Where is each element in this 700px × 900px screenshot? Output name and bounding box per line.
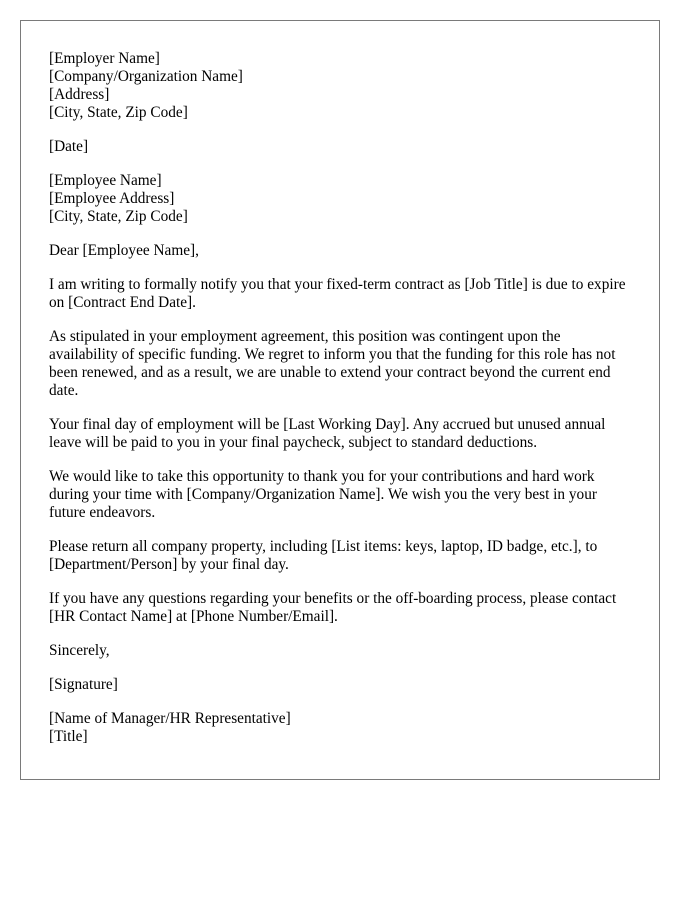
sender-address: [Address] bbox=[49, 86, 110, 103]
employee-address: [Employee Address] bbox=[49, 190, 175, 207]
salutation: Dear [Employee Name], bbox=[49, 242, 199, 259]
recipient-city-state-zip: [City, State, Zip Code] bbox=[49, 208, 188, 225]
closing: Sincerely, bbox=[49, 642, 110, 659]
signature: [Signature] bbox=[49, 676, 118, 693]
employer-name: [Employer Name] bbox=[49, 50, 160, 67]
sender-city-state-zip: [City, State, Zip Code] bbox=[49, 104, 188, 121]
body-paragraph-1: I am writing to formally notify you that your fixed-term contract as [Job Title] is due to expire on [Contract End Date]. bbox=[49, 276, 626, 311]
signatory-title: [Title] bbox=[49, 728, 88, 745]
employee-name: [Employee Name] bbox=[49, 172, 162, 189]
sender-address-block bbox=[49, 50, 631, 122]
letter-date: [Date] bbox=[49, 138, 89, 155]
signatory-block bbox=[49, 710, 631, 746]
body-paragraph-4: We would like to take this opportunity to thank you for your contributions and hard work during your time with [Company/Organization Name]. We wish you the very best in your future endeavors. bbox=[49, 468, 597, 521]
letter-page bbox=[20, 20, 660, 780]
body-paragraph-6: If you have any questions regarding your benefits or the off-boarding process, please contact [HR Contact Name] at [Phone Number/Email]. bbox=[49, 590, 617, 625]
body-paragraph-5: Please return all company property, including [List items: keys, laptop, ID badge, etc.], to [Department/Person] by your final day. bbox=[49, 538, 598, 573]
signatory-name: [Name of Manager/HR Representative] bbox=[49, 710, 291, 727]
company-name: [Company/Organization Name] bbox=[49, 68, 243, 85]
body-paragraph-3: Your final day of employment will be [Last Working Day]. Any accrued but unused annual leave will be paid to you in your final paycheck, subject to standard deductions. bbox=[49, 416, 606, 451]
body-paragraph-2: As stipulated in your employment agreement, this position was contingent upon the availability of specific funding. We regret to inform you that the funding for this role has not been renewed, and as a result, we are unable to extend your contract beyond the current end date. bbox=[49, 328, 616, 399]
recipient-address-block bbox=[49, 172, 631, 226]
date-block bbox=[49, 138, 631, 156]
